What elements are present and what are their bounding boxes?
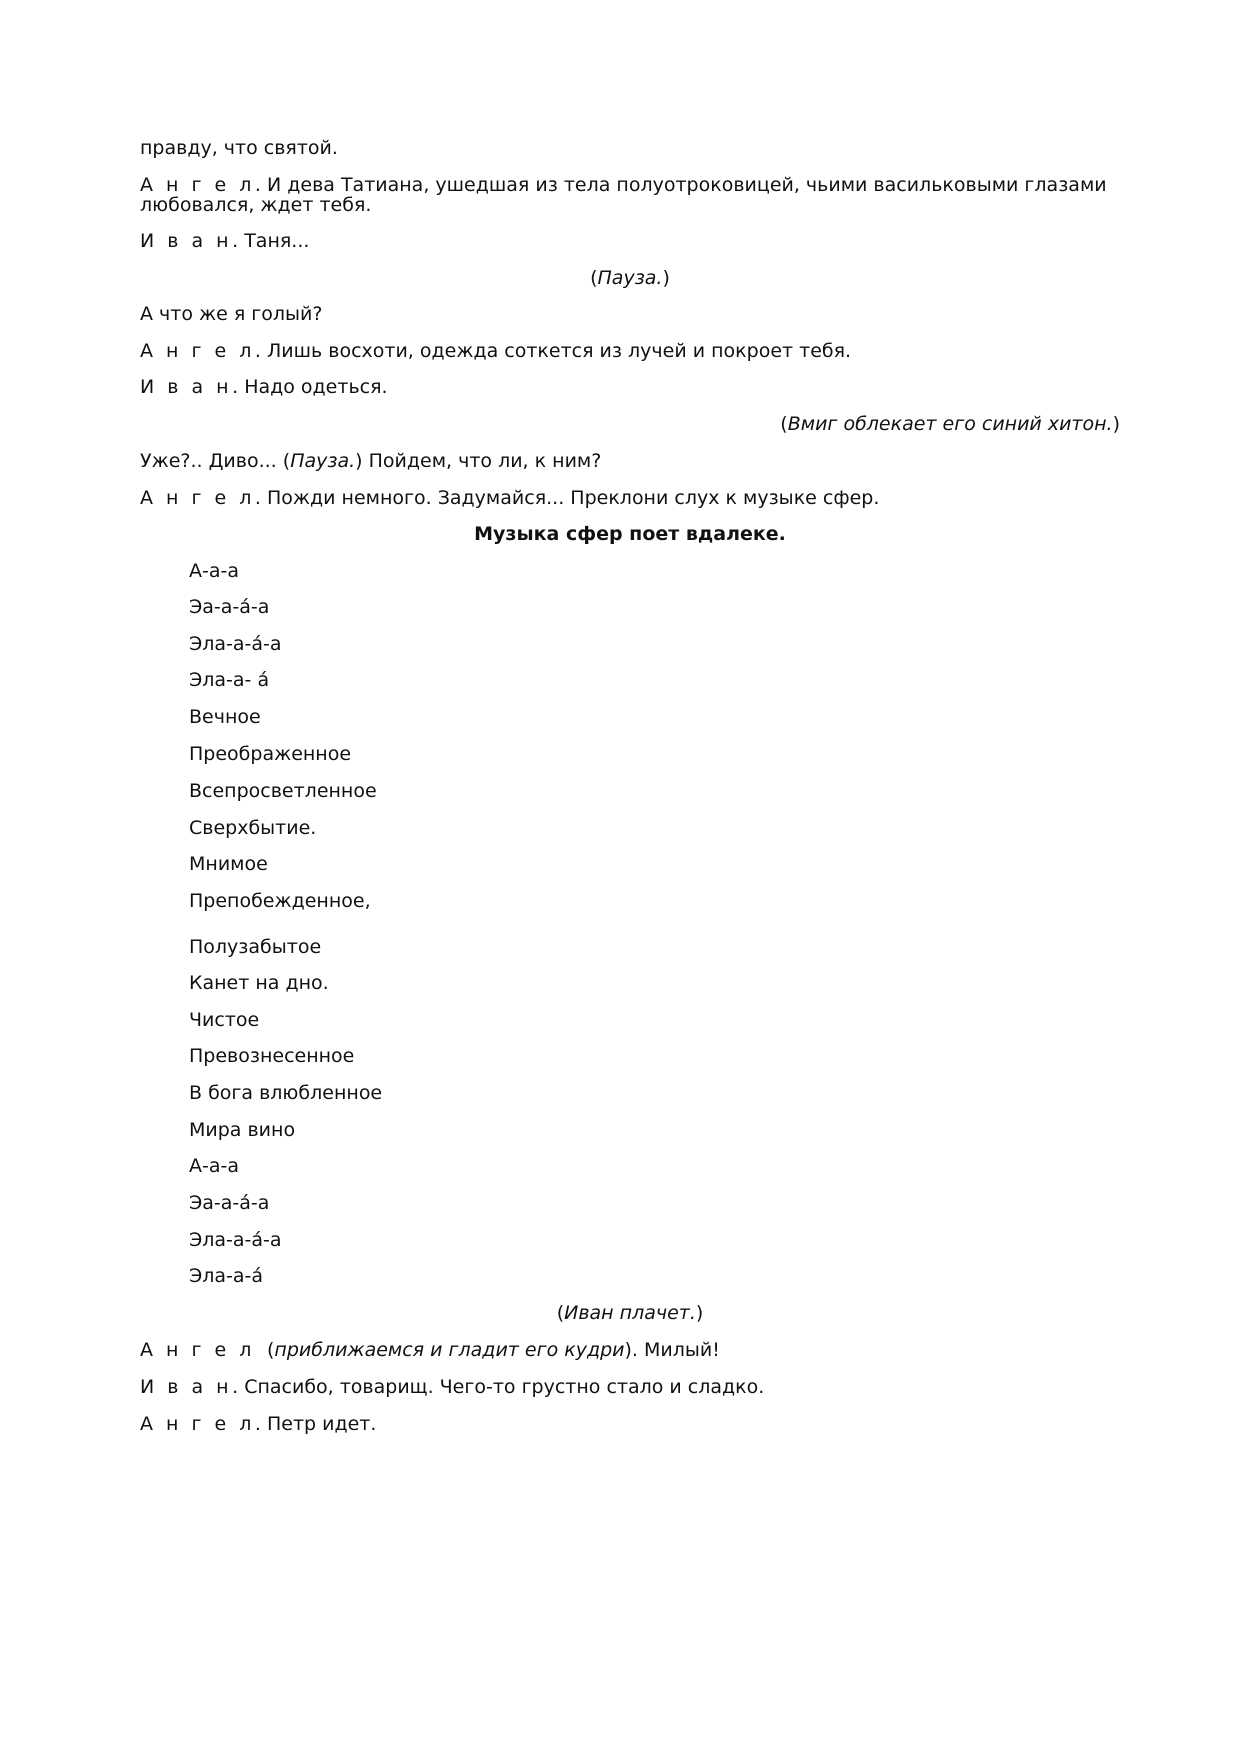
speech-text: . Лишь восхоти, одежда соткется из лучей и покроет тебя. [254, 340, 852, 362]
verse-line: Мнимое [189, 853, 268, 875]
text-line [140, 450, 1120, 472]
verse-line: Полузабытое [189, 936, 322, 958]
speech-text: ). Милый! [624, 1339, 720, 1361]
stage-direction: (Вмиг облекает его синий хитон.) [780, 413, 1120, 435]
speech-text: . Петр идет. [254, 1413, 377, 1435]
verse-line: Эла-а- а́ [189, 669, 270, 691]
line-text: правду, что святой. [140, 137, 338, 159]
speech-text: любовался, ждет тебя. [140, 194, 372, 216]
dialogue-line: А н г е л (приближаемся и гладит его кудри). Милый! [140, 1339, 720, 1361]
verse-line: А-а-а [189, 1155, 239, 1177]
verse-line: Преображенное [189, 743, 352, 765]
verse-line: Превознесенное [189, 1045, 355, 1067]
stage-direction: (Пауза.) [590, 267, 670, 289]
dialogue-line [140, 1376, 1120, 1398]
speaker-name: А н г е л [140, 1339, 255, 1361]
stage-direction-text: Пауза. [290, 450, 356, 472]
text-line [140, 137, 1120, 159]
stage-direction-text: Вмиг облекает его синий хитон. [787, 413, 1113, 435]
verse-line: Эла-а-а́ [189, 1265, 264, 1287]
verse-line: Чистое [189, 1009, 260, 1031]
verse-line: Препобежденное, [189, 890, 371, 912]
dialogue-line [140, 340, 1120, 362]
stage-direction: (Иван плачет.) [556, 1302, 704, 1324]
verse-line: В бога влюбленное [189, 1082, 383, 1104]
speech-text: . Спасибо, товарищ. Чего-то грустно стало и сладко. [232, 1376, 765, 1398]
stage-direction-text: Иван плачет. [564, 1302, 696, 1324]
line-text: А что же я голый? [140, 303, 323, 325]
speaker-name: А н г е л [140, 340, 255, 362]
dialogue-line [140, 230, 1120, 252]
stage-direction-text: Пауза. [597, 267, 663, 289]
dialogue-continuation [140, 194, 1120, 216]
dialogue-line [140, 174, 1120, 196]
line-text-before: Уже?.. Диво... ( [140, 450, 291, 472]
speech-text: . Таня... [232, 230, 310, 252]
verse-line: Мира вино [189, 1119, 296, 1141]
stage-direction-text: приближаемся и гладит его кудри [274, 1339, 625, 1361]
section-heading: Музыка сфер поет вдалеке. [474, 523, 786, 545]
verse-line: А-а-а [189, 560, 239, 582]
speaker-name: И в а н [140, 230, 233, 252]
verse-line: Вечное [189, 706, 261, 728]
speaker-name: И в а н [140, 376, 233, 398]
verse-line: Эа-а-а́-а [189, 1192, 270, 1214]
dialogue-line [140, 1413, 1120, 1435]
text-line [140, 303, 1120, 325]
dialogue-line [140, 376, 1120, 398]
verse-line: Всепросветленное [189, 780, 377, 802]
line-text-after: ) Пойдем, что ли, к ним? [355, 450, 602, 472]
dialogue-line [140, 487, 1120, 509]
speech-text: . Надо одеться. [232, 376, 388, 398]
speaker-name: А н г е л [140, 487, 255, 509]
verse-line: Эа-а-а́-а [189, 596, 270, 618]
speaker-name: А н г е л [140, 1413, 255, 1435]
speech-text: . И дева Татиана, ушедшая из тела полуотроковицей, чьими васильковыми глазами [254, 174, 1107, 196]
verse-line: Эла-а-а́-а [189, 1229, 282, 1251]
verse-line: Канет на дно. [189, 972, 329, 994]
speaker-name: И в а н [140, 1376, 233, 1398]
speaker-name: А н г е л [140, 174, 255, 196]
speech-text: . Пожди немного. Задумайся... Преклони слух к музыке сфер. [254, 487, 880, 509]
verse-line: Эла-а-а́-а [189, 633, 282, 655]
verse-line: Сверхбытие. [189, 817, 317, 839]
